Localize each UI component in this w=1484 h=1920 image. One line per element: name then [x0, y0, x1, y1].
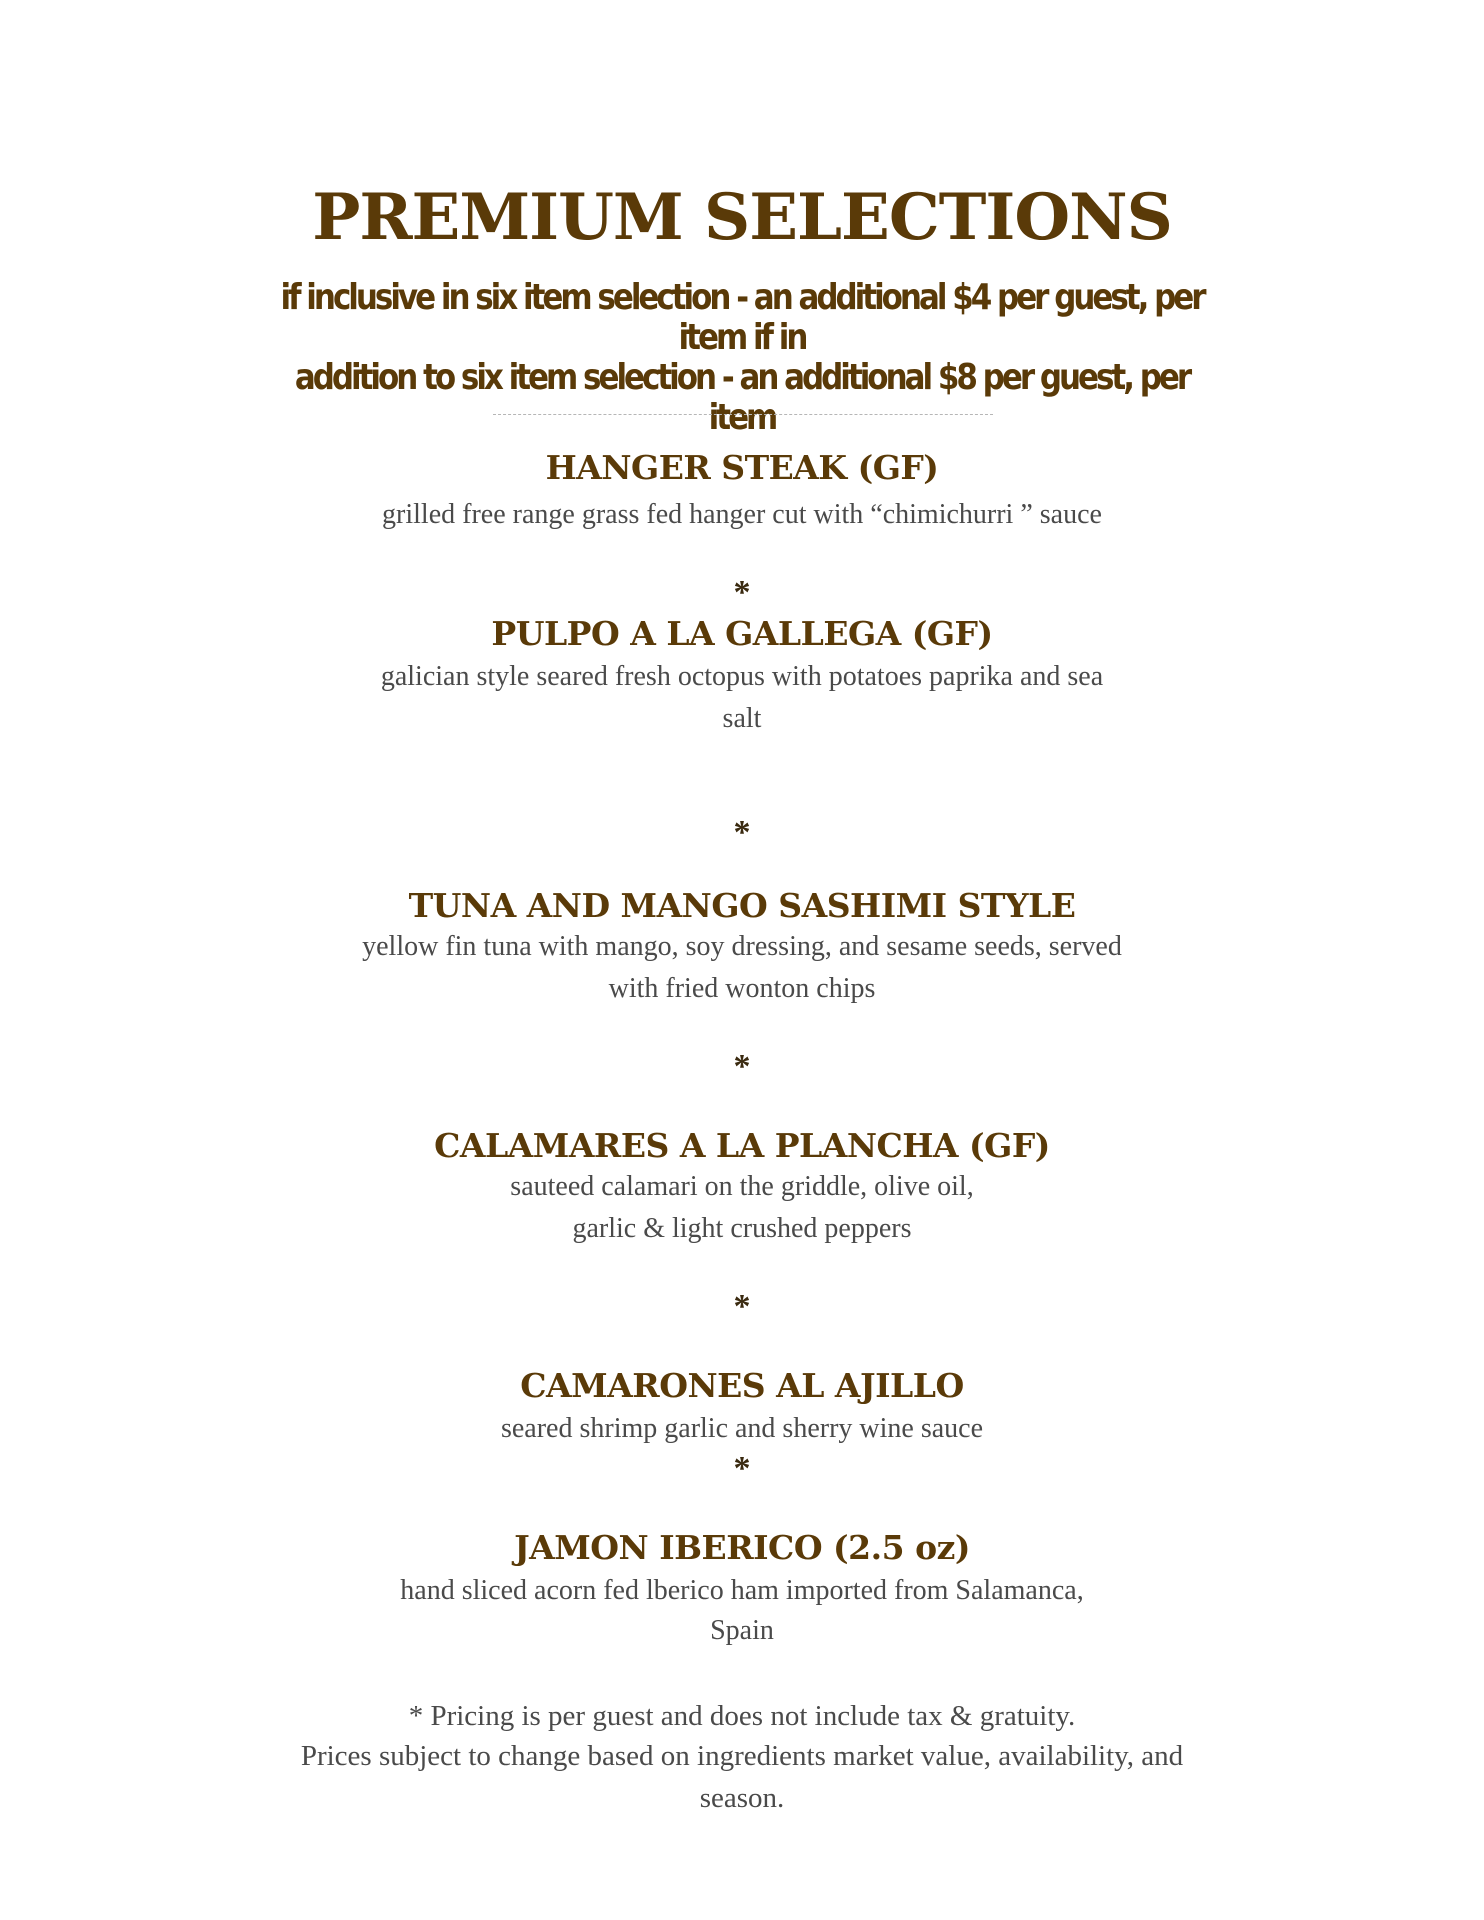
item-desc-pulpo-line-2: salt [722, 703, 762, 734]
pricing-note-line-2: Prices subject to change based on ingredients market value, availability, and [300, 1740, 1184, 1772]
page-title: PREMIUM SELECTIONS [312, 180, 1172, 255]
item-desc-tuna-mango-line-2: with fried wonton chips [608, 973, 876, 1004]
item-desc-jamon-iberico-line-2: Spain [710, 1615, 774, 1646]
item-desc-calamares-line-2: garlic & light crushed peppers [572, 1213, 912, 1244]
item-name-calamares: CALAMARES A LA PLANCHA (GF) [434, 1126, 1050, 1165]
section-divider [493, 414, 993, 415]
pricing-note-line-3: season. [699, 1782, 785, 1814]
item-separator-star: * [733, 574, 751, 611]
item-desc-camarones: seared shrimp garlic and sherry wine sauce [500, 1413, 984, 1444]
item-name-jamon-iberico: JAMON IBERICO (2.5 oz) [514, 1528, 970, 1567]
item-desc-hanger-steak: grilled free range grass fed hanger cut with “chimichurri ” sauce [382, 499, 1102, 530]
pricing-subtitle-line-1: if inclusive in six item selection - an additional $4 per guest, per item if in [280, 277, 1204, 358]
item-desc-jamon-iberico-line-1: hand sliced acorn fed lberico ham imported from Salamanca, [400, 1575, 1084, 1606]
item-name-pulpo: PULPO A LA GALLEGA (GF) [491, 614, 993, 653]
pricing-note-line-1: * Pricing is per guest and does not include tax & gratuity. [408, 1700, 1076, 1732]
item-name-camarones: CAMARONES AL AJILLO [520, 1366, 964, 1405]
item-name-hanger-steak: HANGER STEAK (GF) [545, 448, 939, 487]
item-separator-star: * [733, 1288, 751, 1325]
item-desc-calamares-line-1: sauteed calamari on the griddle, olive oil, [510, 1171, 974, 1202]
item-separator-star: * [733, 814, 751, 851]
item-desc-pulpo-line-1: galician style seared fresh octopus with potatoes paprika and sea [380, 661, 1104, 692]
item-desc-tuna-mango-line-1: yellow fin tuna with mango, soy dressing, and sesame seeds, served [362, 931, 1122, 962]
item-name-tuna-mango: TUNA AND MANGO SASHIMI STYLE [408, 886, 1076, 925]
item-separator-star: * [733, 1450, 751, 1487]
pricing-subtitle-line-2: addition to six item selection - an additional $8 per guest, per item [294, 357, 1190, 438]
item-separator-star: * [733, 1048, 751, 1085]
